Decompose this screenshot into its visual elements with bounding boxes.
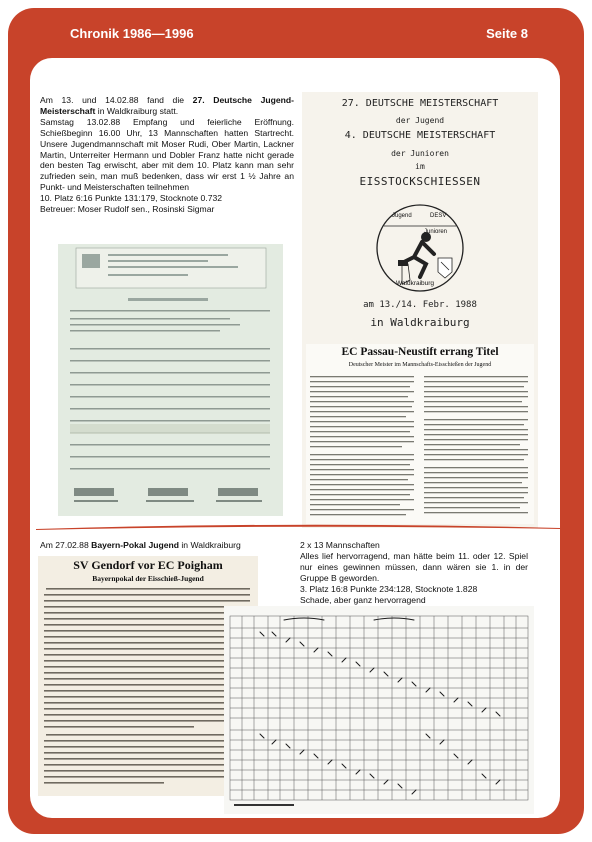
poster-line3: 4. DEUTSCHE MEISTERSCHAFT xyxy=(344,130,496,141)
section2-line-1: Alles lief hervorragend, man hätte beim 11. oder 12. Spiel nur eines gewinnen müssen, dann wären sie 1. in der Gruppe B geworden. xyxy=(300,550,528,583)
newspaper-clipping xyxy=(306,344,534,524)
poster-line1: 27. DEUTSCHE MEISTERSCHAFT xyxy=(341,98,499,109)
poster-line6: EISSTOCKSCHIESSEN xyxy=(359,175,481,188)
news-body-text xyxy=(306,372,534,522)
poster-line5: im xyxy=(415,162,425,171)
clip-headline: SV Gendorf vor EC Poigham xyxy=(73,558,223,572)
section2-line-2: 3. Platz 16:8 Punkte 234:128, Stocknote 1.828 xyxy=(300,583,478,594)
section1-intro: Am 13. und 14.02.88 fand die 27. Deutsche Jugend-Meisterschaft in Waldkraiburg statt. xyxy=(40,95,295,116)
poster-date: am 13./14. Febr. 1988 xyxy=(363,300,477,310)
section1-coach: Betreuer: Moser Rudolf sen., Rosinski Sigmar xyxy=(40,204,215,215)
news-subheadline: Deutscher Meister im Mannschafts-Eisschießen der Jugend xyxy=(348,362,492,368)
section2-intro: Am 27.02.88 Bayern-Pokal Jugend in Waldkraiburg xyxy=(40,540,241,550)
page-number: Seite 8 xyxy=(486,26,528,41)
logo-label-jugend: Jugend xyxy=(392,213,412,219)
desv-logo xyxy=(374,202,466,294)
poster-line4: der Junioren xyxy=(391,149,449,158)
scoresheet-photo xyxy=(224,606,534,814)
section-divider xyxy=(36,523,560,531)
championship-poster xyxy=(302,92,538,528)
scoresheet-image xyxy=(224,606,534,814)
clip-subheadline: Bayernpokal der Eisschieß-Jugend xyxy=(92,574,204,583)
logo-label-desv: DESV xyxy=(430,213,447,219)
results-table-photo xyxy=(58,244,283,516)
section2-line-0: 2 x 13 Mannschaften xyxy=(300,540,380,550)
section2-line-3: Schade, aber ganz hervorragend xyxy=(300,594,426,605)
event-title: 27. Deutsche Jugend-Meisterschaft xyxy=(40,95,295,116)
logo-label-junioren: Junioren xyxy=(424,229,448,235)
poster-place: in Waldkraiburg xyxy=(370,316,470,329)
bayern-pokal-title: Bayern-Pokal Jugend xyxy=(91,540,179,550)
page-header xyxy=(8,8,584,48)
logo-label-waldkraiburg: Waldkraiburg xyxy=(396,280,435,287)
news-headline: EC Passau-Neustift errang Titel xyxy=(341,346,499,358)
poster-line2: der Jugend xyxy=(395,116,445,125)
section1-text xyxy=(40,95,294,215)
section1-body: Samstag 13.02.88 Empfang und feierliche Eröffnung. Schießbeginn 16.00 Uhr, 13 Mannschaften hatten Startrecht. Unsere Jugendmannschaft mit Moser Rudi, Ober Martin, Lackner Martin, Unterreiter Hermann und Dobler Franz hatte nicht gerade den besten Tag erwischt, aber mit dem 10. Platz kann man sehr zufrieden sein, man muß bedenken, dass wir erst 1 ½ Jahre an Punkt- und Meisterschaften teilnehmen xyxy=(40,116,294,193)
chronicle-title: Chronik 1986—1996 xyxy=(70,26,194,41)
results-table-image xyxy=(58,244,283,516)
section1-result: 10. Platz 6:16 Punkte 131:179, Stocknote 0.732 xyxy=(40,193,223,204)
